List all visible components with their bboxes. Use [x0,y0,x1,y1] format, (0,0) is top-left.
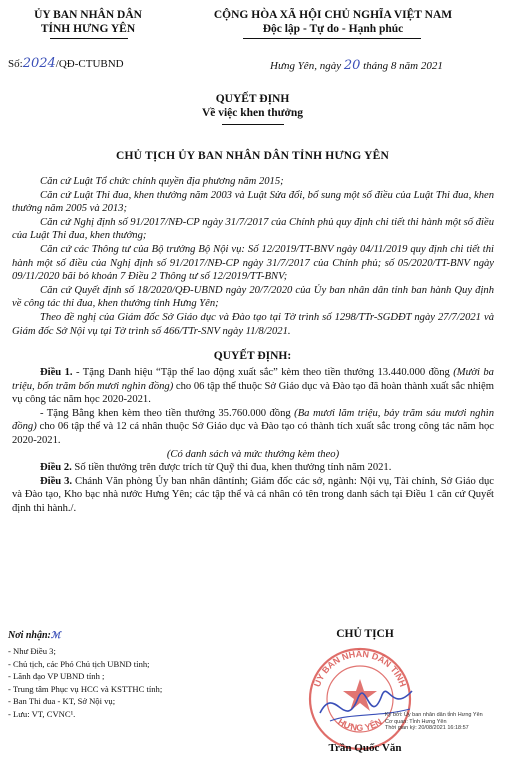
signer-title: CHỦ TỊCH [336,628,394,640]
legal-bases [12,175,494,338]
digital-sig-line: Ký bởi: Ủy ban nhân dân tỉnh Hưng Yên [385,712,483,718]
article-3-text: Chánh Văn phòng Ủy ban nhân dântỉnh; Giám đốc các sở, ngành: Nội vụ, Tài chính, Sở Giáo dục và Đào tạo, Kho bạc nhà nước Hưng Yên; các tập thể và cá nhân có tên trong danh sách tại Điều 1 căn cứ Quyết định thi hành./. [12,475,495,514]
decision-heading: QUYẾT ĐỊNH: [213,350,292,362]
handwritten-mark: ℳ [50,631,61,641]
article-2-label: Điều 2. [40,462,72,474]
article-1-p2-amount-words: (Ba mươi lăm triệu, bảy trăm sáu mươi nghìn đồng) [12,407,494,433]
article-1-amount-words: (Mười ba triệu, bốn trăm bốn mươi nghìn đồng) [12,367,494,392]
article-1-p2-text: - Tặng Bằng khen kèm theo tiền thưởng 35.760.000 đồng [40,407,295,419]
agency-line1: ỦY BAN NHÂN DÂN [34,9,142,21]
recipient-item: - Ban Thi đua - KT, Sở Nội vụ; [8,696,116,707]
article-3-label: Điều 3. [40,475,73,487]
doc-number-handwritten: 2024 [22,56,56,71]
doc-number-prefix: Số: [8,58,23,70]
article-2 [12,461,494,475]
motto-underline [243,38,421,39]
basis-item: Căn cứ Luật Tổ chức chính quyền địa phương năm 2015; [40,176,284,187]
article-1-para-2 [12,407,494,448]
agency-header [8,8,168,36]
nation-motto: Độc lập - Tự do - Hạnh phúc [262,23,404,35]
recipient-item: - Như Điều 3; [8,646,56,656]
date-suffix: tháng 8 năm 2021 [360,60,443,72]
document-subtitle: Về việc khen thưởng [201,107,304,119]
recipient-item: - Lãnh đạo VP UBND tỉnh ; [8,671,105,682]
basis-item: Căn cứ Luật Thi đua, khen thưởng năm 2003 và Luật Sửa đổi, bổ sung một số điều của Luật Thi đua, khen thưởng năm 2005 và 2013; [12,189,494,215]
document-date [270,58,443,73]
official-seal-icon [300,643,420,751]
article-1-note: (Có danh sách và mức thưởng kèm theo) [166,448,340,460]
recipient-item: - Lưu: VT, CVNC¹. [8,708,76,719]
article-1-p2-text-end: cho 06 tập thể và 12 cá nhân thuộc Sở Giáo dục và Đào tạo có thành tích xuất sắc trong công tác năm học 2020-2021. [12,421,494,446]
recipients-title [8,630,61,641]
basis-item: Căn cứ các Thông tư của Bộ trưởng Bộ Nội vụ: Số 12/2019/TT-BNV ngày 04/11/2019 quy định chi tiết thi hành một số điều của Nghị định số 91/2017/NĐ-CP ngày 31/7/2017 của Chính phủ; số 05/2020/TT-BNV ngày 09/11/2020 bãi bỏ khoản 7 Điều 2 Thông tư số 12/2019/TT-BNV; [12,243,494,283]
article-2-text: Số tiền thưởng trên được trích từ Quỹ thi đua, khen thưởng tỉnh năm 2021. [71,462,392,474]
document-title: QUYẾT ĐỊNH [215,93,290,105]
svg-text:HƯNG YÊN [336,717,384,733]
digital-signature-info [385,712,503,732]
basis-item: Căn cứ Quyết định số 18/2020/QĐ-UBND ngày 20/7/2020 của Ủy ban nhân dân tỉnh ban hành Quy định về công tác thi đua, khen thưởng tỉnh Hưng Yên; [12,284,494,310]
article-1-para-1 [12,366,494,407]
articles [12,366,494,516]
title-separator [222,124,284,125]
article-1-text-end: cho 06 tập thể thuộc Sở Giáo dục và Đào tạo đã hoàn thành xuất sắc nhiệm vụ công tác năm học 2020-2021. [12,380,494,406]
date-prefix: Hưng Yên, ngày [270,60,344,72]
issuer-heading: CHỦ TỊCH ỦY BAN NHÂN DÂN TỈNH HƯNG YÊN [116,150,389,162]
agency-underline [50,38,128,39]
recipient-item: - Chủ tịch, các Phó Chủ tịch UBND tỉnh; [8,658,150,669]
agency-line2: TỈNH HƯNG YÊN [40,23,136,35]
article-1-label: Điều 1. [40,367,73,378]
recipients-title-text: Nơi nhận: [8,630,51,641]
article-3 [12,475,494,516]
basis-item: Căn cứ Nghị định số 91/2017/NĐ-CP ngày 31/7/2017 của Chính phủ quy định chi tiết thi hành một số điều của Luật Thi đua, khen thưởng; [12,216,494,242]
basis-item: Theo đề nghị của Giám đốc Sở Giáo dục và Đào tạo tại Tờ trình số 1298/TTr-SGDĐT ngày 27/7/2021 và Giám đốc Sở Nội vụ tại Tờ trình số 466/TTr-SNV ngày 11/8/2021. [12,311,494,337]
signer-name: Trần Quốc Văn [328,742,402,754]
digital-sig-line: Cơ quan: Tỉnh Hưng Yên [385,718,447,725]
nation-name: CỘNG HÒA XÃ HỘI CHỦ NGHĨA VIỆT NAM [213,9,453,21]
nation-header [168,8,498,36]
seal-text-bottom: HƯNG YÊN [336,716,384,733]
document-number [8,56,124,71]
date-day-handwritten: 20 [343,58,361,73]
recipient-item: - Trung tâm Phục vụ HCC và KSTTHC tỉnh; [8,683,163,694]
doc-number-suffix: /QĐ-CTUBND [55,58,124,70]
seal-text-top: ỦY BAN NHÂN DÂN TỈNH [311,648,409,689]
digital-sig-line: Thời gian ký: 20/08/2021 16:18:57 [385,725,469,732]
recipients-list [8,645,162,721]
article-1-text: - Tặng Danh hiệu “Tập thể lao động xuất sắc” kèm theo tiền thưởng 13.440.000 đồng [72,367,454,378]
